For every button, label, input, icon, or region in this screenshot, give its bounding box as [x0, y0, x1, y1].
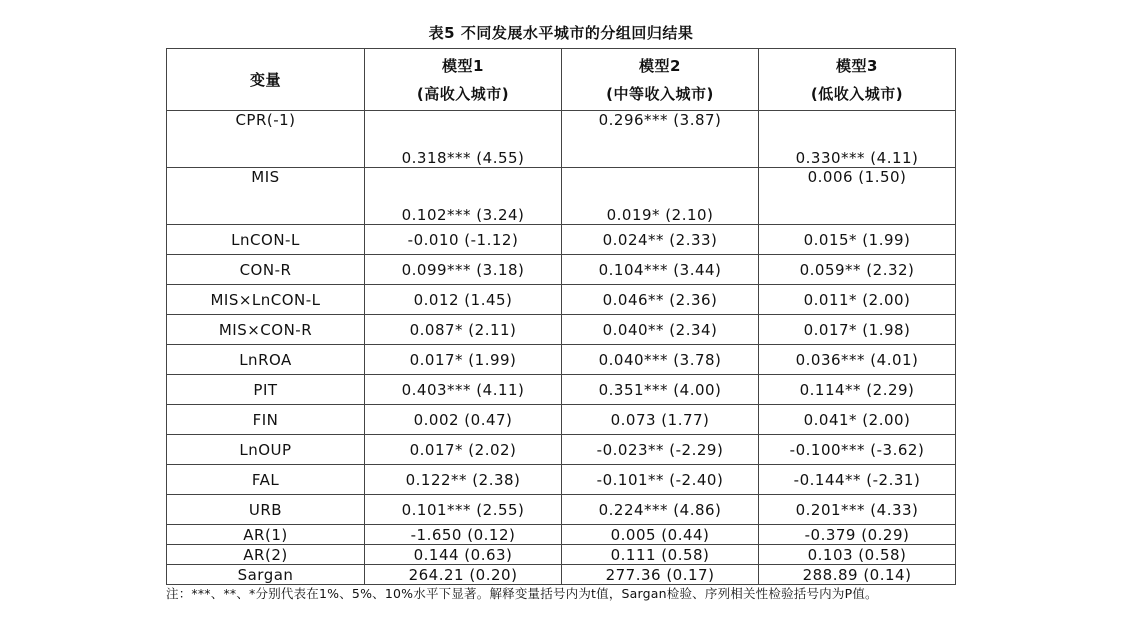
- value-cell: 0.351*** (4.00): [562, 375, 759, 405]
- value-cell: 0.318*** (4.55): [365, 111, 562, 168]
- model-1-group: (高收入城市): [416, 84, 510, 103]
- header-model-2: [562, 49, 759, 111]
- value-cell: 0.144 (0.63): [365, 545, 562, 565]
- value-cell: 288.89 (0.14): [759, 565, 956, 585]
- model-2-name: 模型2: [639, 56, 681, 75]
- value-cell: 0.122** (2.38): [365, 465, 562, 495]
- table-title: 表5 不同发展水平城市的分组回归结果: [428, 24, 694, 42]
- value-cell: 0.104*** (3.44): [562, 255, 759, 285]
- table-row: [167, 345, 956, 375]
- variable-cell: MIS×LnCON-L: [167, 285, 365, 315]
- table-row: [167, 315, 956, 345]
- table-row: [167, 525, 956, 545]
- model-3-name: 模型3: [836, 56, 878, 75]
- variable-cell: AR(2): [167, 545, 365, 565]
- value-cell: 0.011* (2.00): [759, 285, 956, 315]
- value-cell: 0.002 (0.47): [365, 405, 562, 435]
- value-cell: 264.21 (0.20): [365, 565, 562, 585]
- regression-table: [166, 48, 956, 585]
- value-cell: -0.101** (-2.40): [562, 465, 759, 495]
- variable-cell: CPR(-1): [167, 111, 365, 168]
- value-cell: 0.102*** (3.24): [365, 168, 562, 225]
- variable-cell: FAL: [167, 465, 365, 495]
- variable-cell: MIS: [167, 168, 365, 225]
- header-variable: 变量: [167, 49, 365, 111]
- variable-cell: LnOUP: [167, 435, 365, 465]
- value-cell: -0.010 (-1.12): [365, 225, 562, 255]
- header-model-3: [759, 49, 956, 111]
- table-row: [167, 225, 956, 255]
- table-row: [167, 255, 956, 285]
- header-model-1: [365, 49, 562, 111]
- value-cell: 0.040*** (3.78): [562, 345, 759, 375]
- value-cell: -0.144** (-2.31): [759, 465, 956, 495]
- value-cell: 0.019* (2.10): [562, 168, 759, 225]
- table-row: [167, 435, 956, 465]
- value-cell: 0.224*** (4.86): [562, 495, 759, 525]
- model-3-group: (低收入城市): [810, 84, 904, 103]
- value-cell: 0.114** (2.29): [759, 375, 956, 405]
- table-row: [167, 545, 956, 565]
- value-cell: 0.017* (1.98): [759, 315, 956, 345]
- table-row: [167, 111, 956, 168]
- table-row: [167, 495, 956, 525]
- value-cell: 0.012 (1.45): [365, 285, 562, 315]
- value-cell: 0.041* (2.00): [759, 405, 956, 435]
- table-footnote: 注：***、**、*分别代表在1%、5%、10%水平下显著。解释变量括号内为t值，Sargan检验、序列相关性检验括号内为P值。: [166, 586, 878, 601]
- value-cell: 0.005 (0.44): [562, 525, 759, 545]
- variable-cell: Sargan: [167, 565, 365, 585]
- table-row: [167, 565, 956, 585]
- variable-cell: FIN: [167, 405, 365, 435]
- value-cell: 0.046** (2.36): [562, 285, 759, 315]
- value-cell: 0.015* (1.99): [759, 225, 956, 255]
- value-cell: -0.379 (0.29): [759, 525, 956, 545]
- value-cell: 0.036*** (4.01): [759, 345, 956, 375]
- value-cell: 0.040** (2.34): [562, 315, 759, 345]
- table-row: [167, 168, 956, 225]
- value-cell: -1.650 (0.12): [365, 525, 562, 545]
- variable-cell: URB: [167, 495, 365, 525]
- value-cell: 277.36 (0.17): [562, 565, 759, 585]
- value-cell: -0.023** (-2.29): [562, 435, 759, 465]
- variable-cell: AR(1): [167, 525, 365, 545]
- value-cell: 0.017* (1.99): [365, 345, 562, 375]
- variable-cell: MIS×CON-R: [167, 315, 365, 345]
- value-cell: 0.059** (2.32): [759, 255, 956, 285]
- variable-cell: LnCON-L: [167, 225, 365, 255]
- table-row: [167, 285, 956, 315]
- value-cell: 0.296*** (3.87): [562, 111, 759, 168]
- variable-cell: CON-R: [167, 255, 365, 285]
- variable-cell: PIT: [167, 375, 365, 405]
- value-cell: 0.024** (2.33): [562, 225, 759, 255]
- value-cell: -0.100*** (-3.62): [759, 435, 956, 465]
- value-cell: 0.017* (2.02): [365, 435, 562, 465]
- value-cell: 0.103 (0.58): [759, 545, 956, 565]
- value-cell: 0.087* (2.11): [365, 315, 562, 345]
- variable-cell: LnROA: [167, 345, 365, 375]
- value-cell: 0.101*** (2.55): [365, 495, 562, 525]
- table-row: [167, 405, 956, 435]
- value-cell: 0.006 (1.50): [759, 168, 956, 225]
- value-cell: 0.073 (1.77): [562, 405, 759, 435]
- header-row: [167, 49, 956, 111]
- value-cell: 0.201*** (4.33): [759, 495, 956, 525]
- model-2-group: (中等收入城市): [606, 84, 714, 103]
- value-cell: 0.330*** (4.11): [759, 111, 956, 168]
- value-cell: 0.403*** (4.11): [365, 375, 562, 405]
- value-cell: 0.099*** (3.18): [365, 255, 562, 285]
- value-cell: 0.111 (0.58): [562, 545, 759, 565]
- table-row: [167, 465, 956, 495]
- model-1-name: 模型1: [442, 56, 484, 75]
- table-row: [167, 375, 956, 405]
